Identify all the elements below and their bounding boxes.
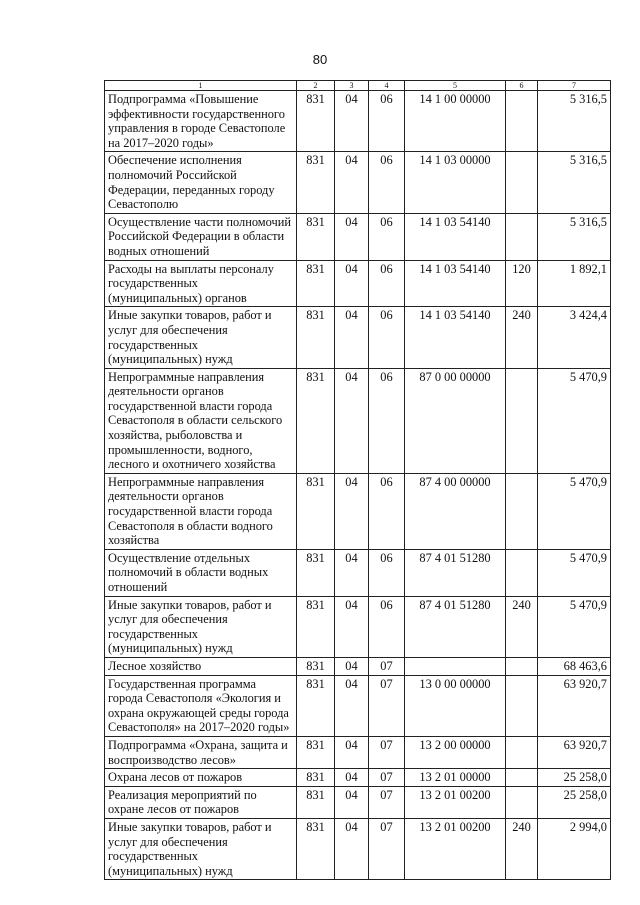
column-number: 7 — [538, 81, 611, 91]
sum-cell: 5 470,9 — [538, 368, 611, 473]
sum-cell: 5 316,5 — [538, 213, 611, 260]
sum-cell: 5 316,5 — [538, 152, 611, 213]
column-number-row — [105, 81, 611, 91]
row-name-cell: Осуществление части полномочий Российской Федерации в области водных отношений — [105, 213, 297, 260]
rz-cell: 04 — [335, 736, 369, 768]
csr-cell: 13 2 01 00000 — [405, 769, 506, 787]
sum-cell: 5 470,9 — [538, 549, 611, 596]
vr-cell: 240 — [506, 307, 538, 368]
pr-cell: 07 — [369, 769, 405, 787]
sum-cell: 5 470,9 — [538, 473, 611, 549]
row-name-cell: Реализация мероприятий по охране лесов от пожаров — [105, 786, 297, 818]
pr-cell: 06 — [369, 91, 405, 152]
pr-cell: 06 — [369, 473, 405, 549]
ved-cell: 831 — [297, 260, 335, 307]
csr-cell: 13 2 01 00200 — [405, 786, 506, 818]
table-row — [105, 596, 611, 657]
pr-cell: 06 — [369, 596, 405, 657]
vr-cell — [506, 91, 538, 152]
rz-cell: 04 — [335, 152, 369, 213]
row-name-cell: Иные закупки товаров, работ и услуг для обеспечения государственных (муниципальных) нужд — [105, 596, 297, 657]
row-name-cell: Лесное хозяйство — [105, 657, 297, 675]
row-name-cell: Непрограммные направления деятельности органов государственной власти города Севастополя в области сельского хозяйства, рыболовства и промышленности, водного, лесного и охотничего хозяйства — [105, 368, 297, 473]
csr-cell: 14 1 03 54140 — [405, 213, 506, 260]
pr-cell: 06 — [369, 307, 405, 368]
vr-cell — [506, 786, 538, 818]
vr-cell: 120 — [506, 260, 538, 307]
vr-cell — [506, 152, 538, 213]
table-row — [105, 307, 611, 368]
sum-cell: 5 470,9 — [538, 596, 611, 657]
rz-cell: 04 — [335, 91, 369, 152]
table-row — [105, 786, 611, 818]
row-name-cell: Осуществление отдельных полномочий в области водных отношений — [105, 549, 297, 596]
csr-cell: 87 4 01 51280 — [405, 549, 506, 596]
rz-cell: 04 — [335, 213, 369, 260]
rz-cell: 04 — [335, 818, 369, 879]
ved-cell: 831 — [297, 473, 335, 549]
pr-cell: 06 — [369, 549, 405, 596]
ved-cell: 831 — [297, 152, 335, 213]
table-row — [105, 657, 611, 675]
row-name-cell: Охрана лесов от пожаров — [105, 769, 297, 787]
table-row — [105, 675, 611, 736]
csr-cell: 14 1 03 54140 — [405, 307, 506, 368]
pr-cell: 06 — [369, 213, 405, 260]
pr-cell: 07 — [369, 675, 405, 736]
column-number: 3 — [335, 81, 369, 91]
pr-cell: 06 — [369, 368, 405, 473]
row-name-cell: Иные закупки товаров, работ и услуг для обеспечения государственных (муниципальных) нужд — [105, 818, 297, 879]
sum-cell: 63 920,7 — [538, 736, 611, 768]
ved-cell: 831 — [297, 213, 335, 260]
sum-cell: 5 316,5 — [538, 91, 611, 152]
ved-cell: 831 — [297, 675, 335, 736]
vr-cell: 240 — [506, 818, 538, 879]
rz-cell: 04 — [335, 769, 369, 787]
column-number: 2 — [297, 81, 335, 91]
table-row — [105, 213, 611, 260]
sum-cell: 68 463,6 — [538, 657, 611, 675]
sum-cell: 2 994,0 — [538, 818, 611, 879]
column-number: 4 — [369, 81, 405, 91]
rz-cell: 04 — [335, 657, 369, 675]
pr-cell: 06 — [369, 260, 405, 307]
csr-cell: 13 0 00 00000 — [405, 675, 506, 736]
csr-cell — [405, 657, 506, 675]
rz-cell: 04 — [335, 596, 369, 657]
row-name-cell: Подпрограмма «Повышение эффективности государственного управления в городе Севастополе на 2017–2020 годы» — [105, 91, 297, 152]
csr-cell: 14 1 03 00000 — [405, 152, 506, 213]
row-name-cell: Государственная программа города Севастополя «Экология и охрана окружающей среды города Севастополя» на 2017–2020 годы» — [105, 675, 297, 736]
rz-cell: 04 — [335, 307, 369, 368]
csr-cell: 13 2 00 00000 — [405, 736, 506, 768]
pr-cell: 07 — [369, 818, 405, 879]
table-row — [105, 473, 611, 549]
sum-cell: 1 892,1 — [538, 260, 611, 307]
table-row — [105, 769, 611, 787]
sum-cell: 25 258,0 — [538, 769, 611, 787]
vr-cell — [506, 549, 538, 596]
table-body — [105, 91, 611, 880]
sum-cell: 3 424,4 — [538, 307, 611, 368]
table-row — [105, 152, 611, 213]
rz-cell: 04 — [335, 549, 369, 596]
ved-cell: 831 — [297, 769, 335, 787]
row-name-cell: Иные закупки товаров, работ и услуг для обеспечения государственных (муниципальных) нужд — [105, 307, 297, 368]
table-row — [105, 91, 611, 152]
vr-cell — [506, 473, 538, 549]
vr-cell — [506, 769, 538, 787]
table-row — [105, 368, 611, 473]
rz-cell: 04 — [335, 473, 369, 549]
ved-cell: 831 — [297, 657, 335, 675]
row-name-cell: Обеспечение исполнения полномочий Российской Федерации, переданных городу Севастополю — [105, 152, 297, 213]
column-number: 5 — [405, 81, 506, 91]
sum-cell: 25 258,0 — [538, 786, 611, 818]
csr-cell: 87 4 01 51280 — [405, 596, 506, 657]
column-number: 1 — [105, 81, 297, 91]
ved-cell: 831 — [297, 818, 335, 879]
pr-cell: 07 — [369, 786, 405, 818]
csr-cell: 87 0 00 00000 — [405, 368, 506, 473]
rz-cell: 04 — [335, 260, 369, 307]
vr-cell: 240 — [506, 596, 538, 657]
vr-cell — [506, 657, 538, 675]
vr-cell — [506, 213, 538, 260]
ved-cell: 831 — [297, 736, 335, 768]
page-number: 80 — [312, 52, 328, 67]
ved-cell: 831 — [297, 596, 335, 657]
rz-cell: 04 — [335, 786, 369, 818]
column-number: 6 — [506, 81, 538, 91]
ved-cell: 831 — [297, 91, 335, 152]
ved-cell: 831 — [297, 368, 335, 473]
table-row — [105, 736, 611, 768]
vr-cell — [506, 736, 538, 768]
rz-cell: 04 — [335, 675, 369, 736]
ved-cell: 831 — [297, 549, 335, 596]
sum-cell: 63 920,7 — [538, 675, 611, 736]
row-name-cell: Непрограммные направления деятельности органов государственной власти города Севастополя в области водного хозяйства — [105, 473, 297, 549]
pr-cell: 07 — [369, 657, 405, 675]
ved-cell: 831 — [297, 786, 335, 818]
row-name-cell: Подпрограмма «Охрана, защита и воспроизводство лесов» — [105, 736, 297, 768]
csr-cell: 14 1 03 54140 — [405, 260, 506, 307]
ved-cell: 831 — [297, 307, 335, 368]
row-name-cell: Расходы на выплаты персоналу государственных (муниципальных) органов — [105, 260, 297, 307]
rz-cell: 04 — [335, 368, 369, 473]
vr-cell — [506, 675, 538, 736]
pr-cell: 07 — [369, 736, 405, 768]
table-row — [105, 549, 611, 596]
pr-cell: 06 — [369, 152, 405, 213]
csr-cell: 13 2 01 00200 — [405, 818, 506, 879]
budget-table — [104, 80, 611, 880]
csr-cell: 14 1 00 00000 — [405, 91, 506, 152]
table-row — [105, 260, 611, 307]
table-row — [105, 818, 611, 879]
vr-cell — [506, 368, 538, 473]
csr-cell: 87 4 00 00000 — [405, 473, 506, 549]
